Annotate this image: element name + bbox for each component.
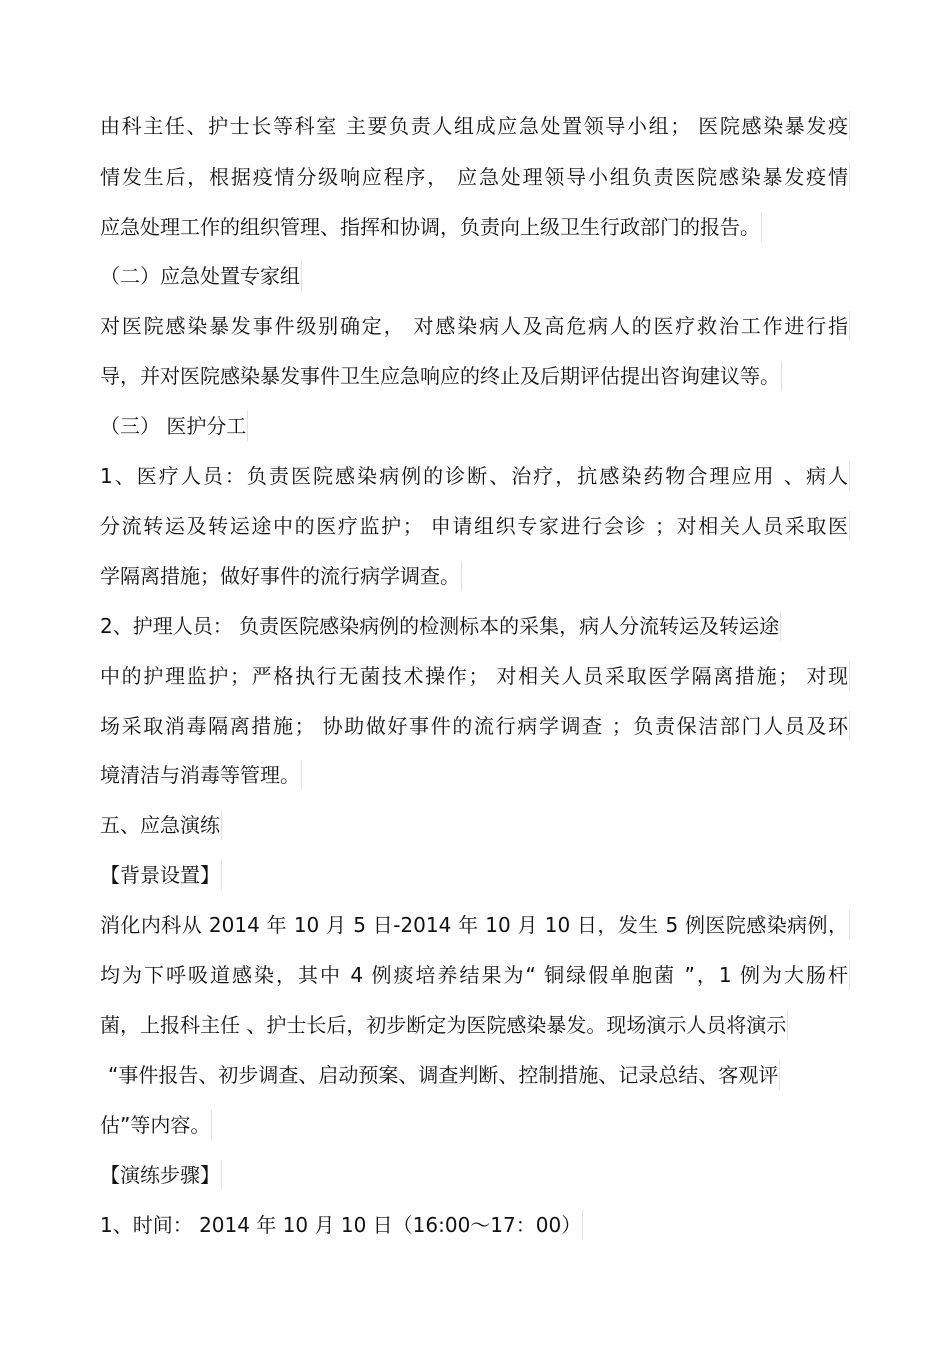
paragraph-line: 分流转运及转运途中的医疗监护； 申请组织专家进行会诊 ；对相关人员采取医 (100, 514, 848, 538)
paragraph-line: 由科主任、护士长等科室 主要负责人组成应急处置领导小组； 医院感染暴发疫 (100, 114, 848, 138)
paragraph-line: “事件报告、初步调查、启动预案、调查判断、控制措施、记录总结、客观评 (108, 1063, 779, 1087)
paragraph-line: 境清洁与消毒等管理。 (100, 763, 300, 787)
paragraph-line: 场采取消毒隔离措施； 协助做好事件的流行病学调查 ；负责保洁部门人员及环 (100, 714, 848, 738)
paragraph-line: 菌，上报科主任 、护士长后，初步断定为医院感染暴发。现场演示人员将演示 (100, 1013, 787, 1037)
paragraph-line: 消化内科从 2014 年 10 月 5 日-2014 年 10 月 10 日，发生 5 例医院感染病例， (100, 913, 848, 937)
paragraph-line: 中的护理监护；严格执行无菌技术操作； 对相关人员采取医学隔离措施； 对现 (100, 664, 848, 688)
paragraph-line: 1、时间： 2014 年 10 月 10 日（16:00～17：00） (100, 1213, 582, 1237)
paragraph-line: 均为下呼吸道感染，其中 4 例痰培养结果为“ 铜绿假单胞菌 ”，1 例为大肠杆 (100, 963, 848, 987)
paragraph-line: 学隔离措施；做好事件的流行病学调查。 (100, 564, 460, 588)
section-heading: 五、应急演练 (100, 813, 220, 837)
section-heading: （二）应急处置专家组 (100, 264, 300, 288)
paragraph-line: 导，并对医院感染暴发事件卫生应急响应的终止及后期评估提出咨询建议等。 (100, 364, 780, 388)
paragraph-line: 估”等内容。 (100, 1113, 211, 1137)
subsection-heading: 【背景设置】 (100, 863, 220, 887)
subsection-heading: 【演练步骤】 (100, 1163, 220, 1187)
section-heading: （三） 医护分工 (100, 414, 247, 438)
paragraph-line: 对医院感染暴发事件级别确定， 对感染病人及高危病人的医疗救治工作进行指 (100, 314, 848, 338)
paragraph-line: 1、医疗人员：负责医院感染病例的诊断、治疗，抗感染药物合理应用 、病人 (100, 464, 848, 488)
paragraph-line: 应急处理工作的组织管理、指挥和协调，负责向上级卫生行政部门的报告。 (100, 215, 760, 239)
paragraph-line: 2、护理人员： 负责医院感染病例的检测标本的采集，病人分流转运及转运途 (100, 614, 780, 638)
paragraph-line: 情发生后，根据疫情分级响应程序， 应急处理领导小组负责医院感染暴发疫情 (100, 165, 848, 189)
